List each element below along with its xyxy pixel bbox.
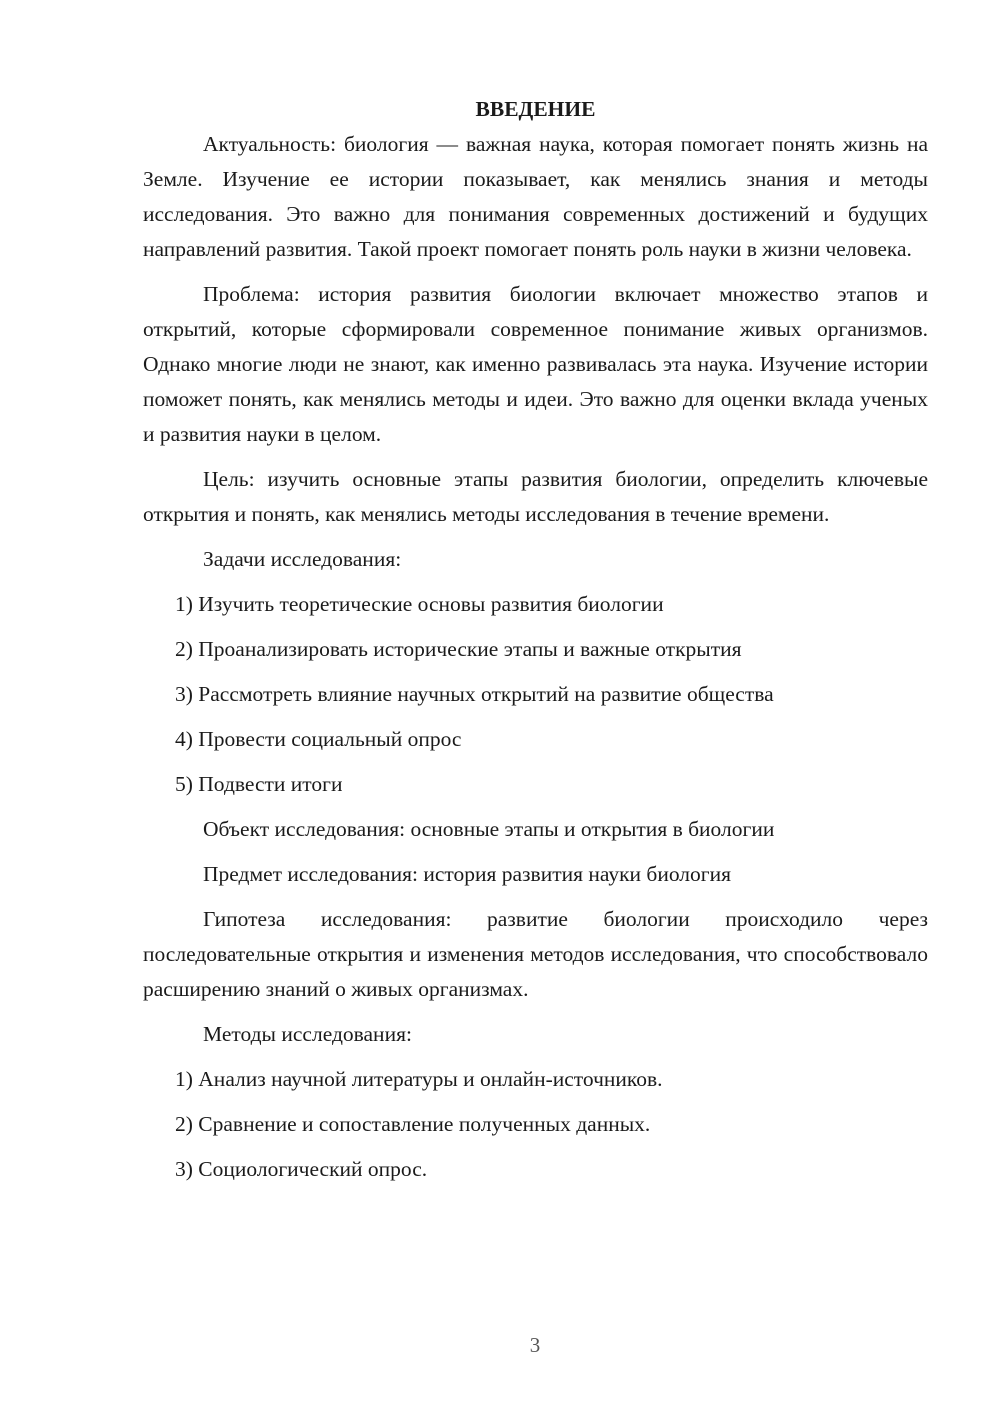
task-item: 4) Провести социальный опрос — [175, 727, 462, 751]
method-item: 1) Анализ научной литературы и онлайн-источников. — [175, 1067, 663, 1091]
research-object: Объект исследования: основные этапы и открытия в биологии — [203, 817, 775, 841]
task-item: 2) Проанализировать исторические этапы и важные открытия — [175, 637, 742, 661]
method-item: 3) Социологический опрос. — [175, 1157, 428, 1181]
document-body — [143, 92, 928, 1197]
problem-paragraph: Проблема: история развития биологии включает множество этапов и открытий, которые сформировали современное понимание живых организмов. Однако многие люди не знают, как именно развивалась эта наука. Изучение истории поможет понять, как менялись методы и идеи. Это важно для оценки вклада ученых и развития науки в целом. — [143, 282, 928, 446]
page-number: 3 — [529, 1333, 541, 1357]
task-item: 5) Подвести итоги — [175, 772, 343, 796]
task-item: 1) Изучить теоретические основы развития биологии — [175, 592, 664, 616]
method-item: 2) Сравнение и сопоставление полученных данных. — [175, 1112, 651, 1136]
section-title: ВВЕДЕНИЕ — [475, 97, 596, 121]
research-subject: Предмет исследования: история развития науки биология — [203, 862, 731, 886]
task-item: 3) Рассмотреть влияние научных открытий на развитие общества — [175, 682, 774, 706]
tasks-heading: Задачи исследования: — [203, 547, 402, 571]
hypothesis-paragraph: Гипотеза исследования: развитие биологии происходило через последовательные открытия и изменения методов исследования, что способствовало расширению знаний о живых организмах. — [143, 907, 928, 1001]
tasks-list — [143, 587, 928, 802]
relevance-paragraph: Актуальность: биология — важная наука, которая помогает понять жизнь на Земле. Изучение ее истории показывает, как менялись знания и методы исследования. Это важно для понимания современных достижений и будущих направлений развития. Такой проект помогает понять роль науки в жизни человека. — [143, 132, 928, 261]
goal-paragraph: Цель: изучить основные этапы развития биологии, определить ключевые открытия и понять, как менялись методы исследования в течение времени. — [143, 467, 928, 526]
methods-list — [143, 1062, 928, 1187]
methods-heading: Методы исследования: — [203, 1022, 412, 1046]
